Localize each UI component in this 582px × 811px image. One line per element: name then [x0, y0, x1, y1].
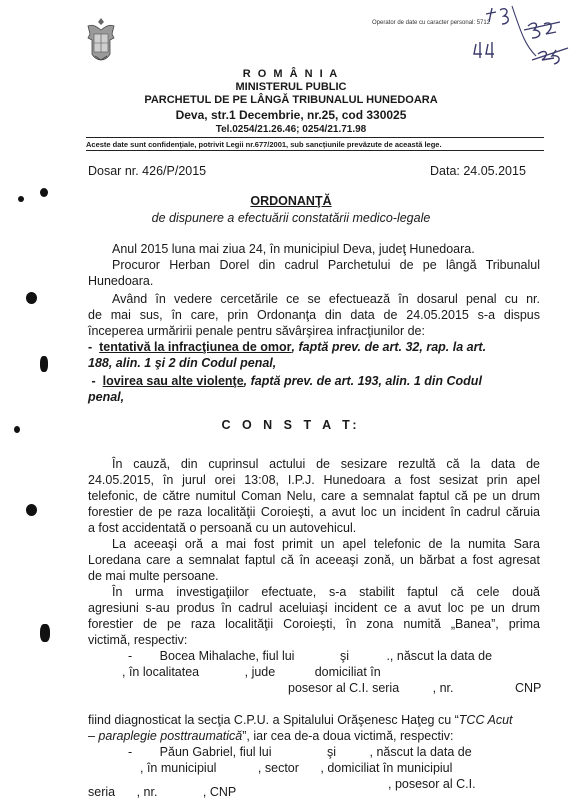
paragraph-line: telefonic, de către numitul Coman Nelu, care a semnalat faptul că pe un drum — [88, 489, 540, 503]
paragraph-line: a fost accidentată o persoană cu un autovehicul. — [88, 521, 357, 535]
paragraph: Având în vedere cercetările ce se efectuează în dosarul penal cu nr. — [112, 292, 540, 306]
victim-2-line — [88, 784, 540, 800]
paragraph: Anul 2015 luna mai ziua 24, în municipiul Deva, judeţ Hunedoara. — [112, 242, 475, 256]
offence-legal-basis: , faptă prev. de art. 193, alin. 1 din Codul — [243, 374, 482, 388]
list-dash: - — [91, 374, 96, 388]
text: , posesor al C.I. — [388, 777, 476, 791]
paragraph-line: victimă, respectiv: — [88, 633, 188, 647]
paragraph: de mai sus, în care, prin Ordonanţa din data de 24.05.2015 s-a dispus — [88, 308, 540, 322]
paragraph: Procuror Herban Dorel din cadrul Parchetului de pe lângă Tribunalul — [112, 258, 540, 272]
diagnosis: – paraplegie posttraumatică — [88, 729, 243, 743]
offence-legal-basis: , faptă prev. de art. 32, rap. la art. — [291, 340, 487, 354]
diagnosis-line — [88, 728, 540, 744]
text: , născut la data de — [369, 745, 472, 759]
text: şi — [339, 649, 349, 663]
paragraph: Hunedoara. — [88, 274, 154, 288]
paragraph-line: 24.05.2015, în jurul orei 13:08, I.P.J. Hunedoara a fost sesizat prin apel — [88, 473, 540, 487]
paragraph-line: În cauză, din cuprinsul actului de sesizare rezultă că la data de — [112, 457, 540, 471]
text: ”, iar cea de-a doua victimă, respectiv: — [242, 729, 454, 743]
case-number: Dosar nr. 426/P/2015 — [88, 164, 207, 178]
paragraph-line: forestier de pe raza localităţii Coroieşti, în zona numită „Banea”, prima — [88, 617, 540, 631]
text: , în municipiul — [140, 761, 217, 775]
offence-item — [88, 373, 540, 389]
offence-name: lovirea sau alte violenţe — [102, 374, 244, 388]
list-dash: - — [128, 745, 133, 759]
offence-legal-basis: penal, — [88, 390, 125, 404]
offence-item — [88, 339, 540, 355]
victim-1-line — [88, 648, 540, 664]
header-ministry: MINISTERUL PUBLIC — [235, 81, 347, 93]
punch-hole-mark — [40, 188, 48, 197]
text: , sector — [257, 761, 299, 775]
paragraph: începerea urmăririi penale pentru săvârşirea infracţiunilor de: — [88, 324, 425, 338]
document-subtitle: de dispunere a efectuării constatării medico-legale — [151, 211, 431, 225]
paragraph-line: Loredana care a semnalat faptul că în aceeaşi zonă, un bărbat a fost agresat — [88, 553, 540, 567]
text: fiind diagnosticat la secţia C.P.U. a Spitalului Orăşenesc Haţeg cu “ — [88, 713, 459, 727]
victim-1-line — [88, 664, 540, 680]
header-phone: Tel.0254/21.26.46; 0254/21.71.98 — [215, 124, 367, 135]
punch-hole-mark — [40, 624, 50, 642]
divider — [86, 137, 544, 138]
punch-hole-mark — [40, 356, 48, 372]
list-dash: - — [128, 649, 133, 663]
offence-name: tentativă la infracţiunea de omor — [99, 340, 292, 354]
text: şi — [327, 745, 337, 759]
punch-hole-mark — [18, 196, 24, 202]
coat-of-arms-logo — [84, 16, 118, 62]
offence-legal-basis: 188, alin. 1 şi 2 din Codul penal, — [88, 356, 277, 370]
header-country: R O M Â N I A — [242, 68, 340, 80]
text: , domiciliat în municipiul — [320, 761, 453, 775]
text: seria — [88, 785, 116, 799]
victim-name: Bocea Mihalache, fiul lui — [159, 649, 295, 663]
paragraph-line: La aceeaşi oră a mai fost primit un apel telefonic de la numita Sara — [112, 537, 540, 551]
text: , nr. — [432, 681, 454, 695]
text: , nr. — [136, 785, 158, 799]
diagnosis: TCC Acut — [458, 713, 513, 727]
list-dash: - — [88, 340, 93, 354]
document-title: ORDONANŢĂ — [250, 194, 332, 208]
diagnosis-line — [88, 712, 540, 728]
text: , jude — [244, 665, 276, 679]
victim-2-line — [88, 744, 540, 760]
punch-hole-mark — [26, 504, 37, 516]
text: posesor al C.I. seria — [288, 681, 400, 695]
text: ., născut la data de — [386, 649, 493, 663]
handwritten-numbers — [472, 4, 576, 68]
text: , în localitatea — [122, 665, 200, 679]
victim-2-line — [88, 760, 540, 776]
text: CNP — [514, 681, 542, 695]
victim-name: Păun Gabriel, fiul lui — [159, 745, 272, 759]
header-office: PARCHETUL DE PE LÂNGĂ TRIBUNALUL HUNEDOARA — [144, 94, 438, 106]
operator-note: Operator de date cu caracter personal: 5712 — [372, 20, 491, 26]
paragraph-line: de mai multe persoane. — [88, 569, 219, 583]
text: domiciliat în — [314, 665, 381, 679]
paragraph-line: În urma investigaţiilor efectuate, s-a stabilit faptul că cele două — [112, 585, 540, 599]
punch-hole-mark — [26, 292, 37, 304]
section-heading: C O N S T A T: — [221, 418, 361, 432]
divider — [86, 150, 544, 151]
punch-hole-mark — [14, 426, 20, 433]
paragraph-line: forestier de pe raza localităţii Coroieşti, a avut loc un incident în cadrul căruia — [88, 505, 540, 519]
victim-1-line — [88, 680, 540, 696]
confidential-notice: Aceste date sunt confidenţiale, potrivit Legii nr.677/2001, sub sancţiunile prevăzute de această lege. — [86, 140, 442, 149]
paragraph-line: agresiuni s-au produs în cadrul aceluiaşi incident ce a avut loc pe un drum — [88, 601, 540, 615]
document-date: Data: 24.05.2015 — [430, 164, 526, 178]
text: , CNP — [202, 785, 237, 799]
header-address: Deva, str.1 Decembrie, nr.25, cod 330025 — [175, 108, 407, 122]
